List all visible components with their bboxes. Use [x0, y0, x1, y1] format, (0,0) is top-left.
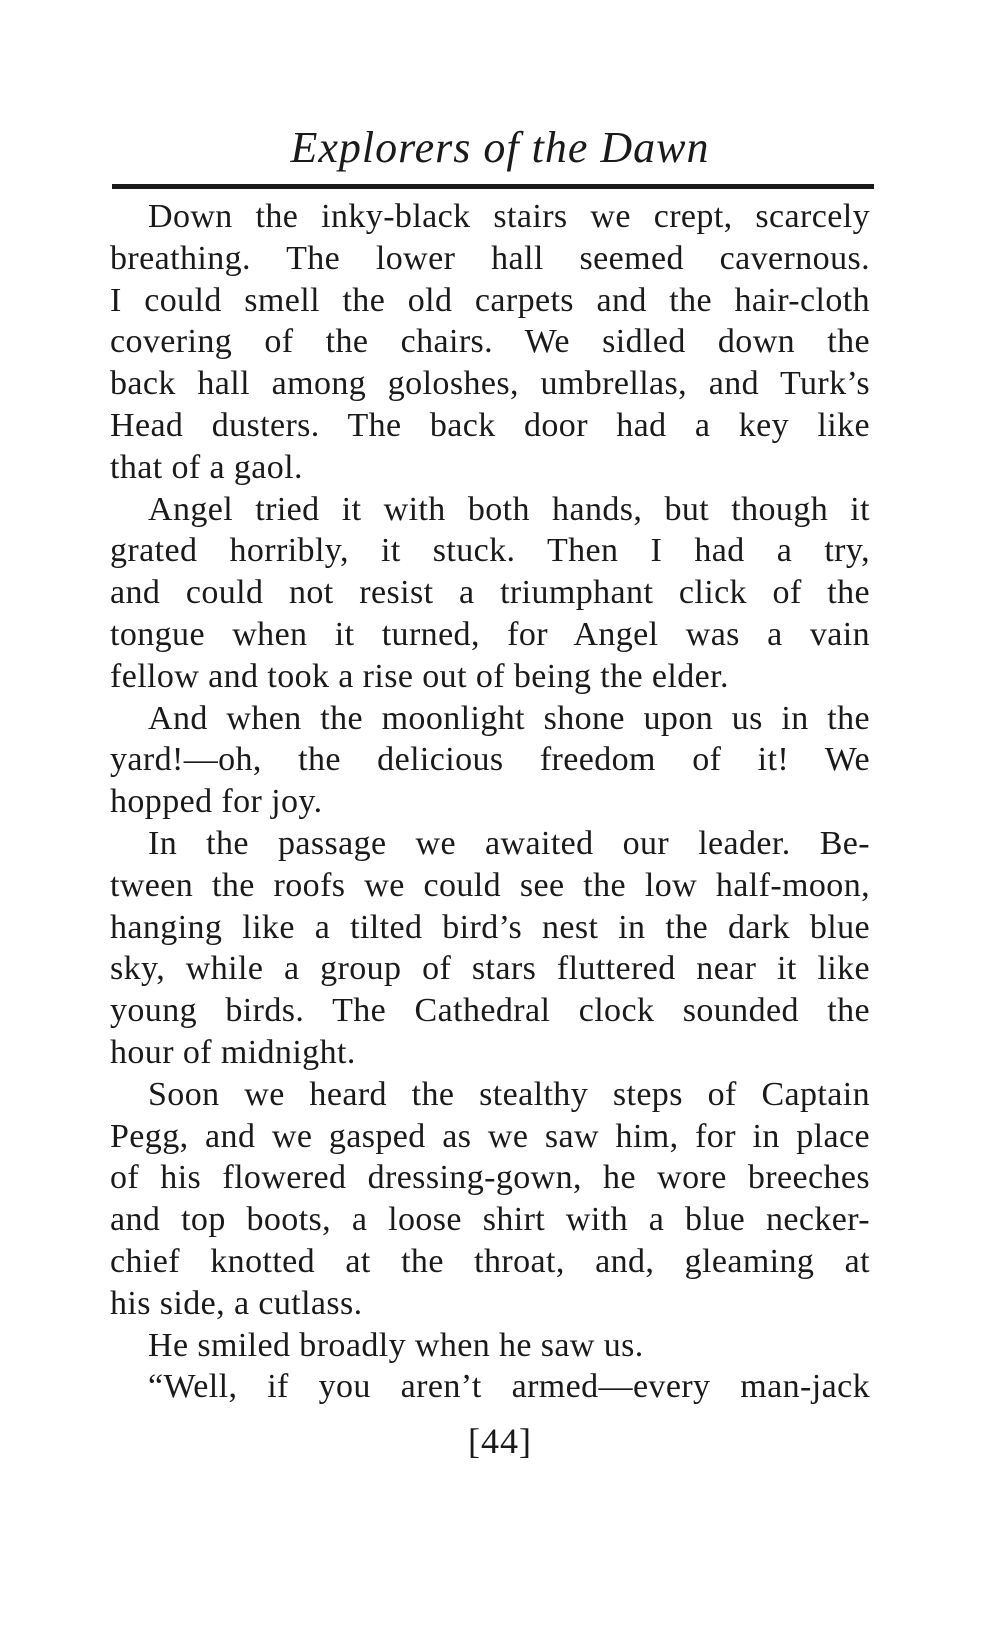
text-line: In the passage we awaited our leader. Be-: [148, 824, 870, 862]
text-line: breathing. The lower hall seemed cavernous.: [110, 239, 870, 277]
text-line: and top boots, a loose shirt with a blue necker-: [110, 1201, 870, 1239]
text-line: grated horribly, it stuck. Then I had a try,: [110, 532, 870, 570]
text-line: sky, while a group of stars fluttered near it like: [110, 950, 870, 988]
page-number: [44]: [468, 1421, 532, 1461]
text-line: tween the roofs we could see the low half-moon,: [110, 866, 870, 904]
text-line: back hall among goloshes, umbrellas, and Turk’s: [110, 365, 870, 403]
text-line: covering of the chairs. We sidled down the: [110, 323, 870, 361]
text-line: hanging like a tilted bird’s nest in the dark blue: [110, 908, 870, 946]
text-line: hopped for joy.: [110, 783, 323, 821]
text-line: and could not resist a triumphant click of the: [110, 574, 870, 612]
text-line: Head dusters. The back door had a key like: [110, 406, 870, 444]
running-title: Explorers of the Dawn: [290, 123, 710, 172]
text-line: “Well, if you aren’t armed—every man-jack: [148, 1368, 870, 1406]
text-line: hour of midnight.: [110, 1033, 356, 1071]
text-line: chief knotted at the throat, and, gleaming at: [110, 1242, 870, 1280]
text-line: He smiled broadly when he saw us.: [148, 1326, 644, 1364]
header-rule: [112, 184, 874, 189]
text-line: Soon we heard the stealthy steps of Captain: [148, 1075, 870, 1113]
text-line: tongue when it turned, for Angel was a vain: [110, 615, 870, 653]
text-line: young birds. The Cathedral clock sounded the: [110, 992, 870, 1030]
text-line: that of a gaol.: [110, 448, 303, 486]
text-line: And when the moonlight shone upon us in the: [148, 699, 870, 737]
text-line: Angel tried it with both hands, but though it: [148, 490, 870, 528]
body-text: [110, 196, 870, 1408]
text-line: Down the inky-black stairs we crept, scarcely: [148, 198, 870, 235]
text-line: Pegg, and we gasped as we saw him, for in place: [110, 1117, 870, 1155]
text-line: I could smell the old carpets and the hair-cloth: [110, 281, 870, 319]
text-line: yard!—oh, the delicious freedom of it! We: [110, 741, 870, 779]
text-line: of his flowered dressing-gown, he wore breeches: [110, 1159, 870, 1197]
text-line: his side, a cutlass.: [110, 1284, 363, 1322]
text-line: fellow and took a rise out of being the elder.: [110, 657, 729, 695]
